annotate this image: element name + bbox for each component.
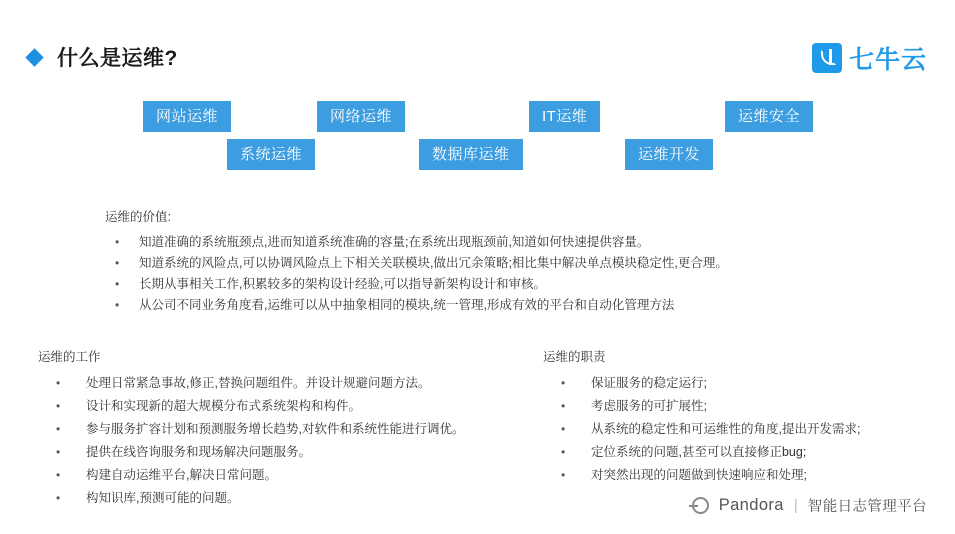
brand-logo (812, 40, 927, 76)
footer (692, 495, 927, 516)
list-item: • 知道准确的系统瓶颈点,进而知道系统准确的容量;在系统出现瓶颈前,知道如何快速提供容量。 (105, 232, 865, 253)
tag-box: IT运维 (529, 101, 600, 132)
list-item: • 构知识库,预测可能的问题。 (38, 487, 508, 510)
footer-tagline: 智能日志管理平台 (807, 499, 927, 515)
tag-box: 数据库运维 (419, 139, 523, 170)
list-item: • 构建自动运维平台,解决日常问题。 (38, 464, 508, 487)
list-item: • 处理日常紧急事故,修正,替换问题组件。并设计规避问题方法。 (38, 372, 508, 395)
diamond-bullet-icon (25, 48, 43, 66)
duty-section-heading: 运维的职责 (543, 350, 606, 364)
value-section-heading: 运维的价值: (105, 210, 171, 224)
duty-section (543, 347, 943, 487)
value-section (105, 207, 865, 316)
tag-box: 系统运维 (227, 139, 315, 170)
page-title (28, 42, 178, 72)
page-title-text: 什么是运维? (57, 47, 178, 70)
value-section-list (105, 232, 865, 316)
qiniu-cloud-logo-icon (812, 43, 842, 73)
list-item: • 提供在线咨询服务和现场解决问题服务。 (38, 441, 508, 464)
list-item: • 从公司不同业务角度看,运维可以从中抽象相同的模块,统一管理,形成有效的平台和自动化管理方法 (105, 295, 865, 316)
list-item: • 知道系统的风险点,可以协调风险点上下相关关联模块,做出冗余策略;相比集中解决单点模块稳定性,更合理。 (105, 253, 865, 274)
footer-divider: | (793, 497, 798, 514)
list-item: • 对突然出现的问题做到快速响应和处理; (543, 464, 943, 487)
tag-box: 网站运维 (143, 101, 231, 132)
pandora-ring-icon (692, 497, 709, 514)
list-item: • 定位系统的问题,甚至可以直接修正bug; (543, 441, 943, 464)
list-item: • 参与服务扩容计划和预测服务增长趋势,对软件和系统性能进行调优。 (38, 418, 508, 441)
tag-box: 网络运维 (317, 101, 405, 132)
tag-box: 运维安全 (725, 101, 813, 132)
work-section-list (38, 372, 508, 510)
footer-brand: Pandora (718, 496, 784, 514)
list-item: • 设计和实现新的超大规模分布式系统架构和构件。 (38, 395, 508, 418)
list-item: • 保证服务的稳定运行; (543, 372, 943, 395)
tag-box: 运维开发 (625, 139, 713, 170)
brand-logo-text: 七牛云 (848, 46, 927, 74)
list-item: • 长期从事相关工作,积累较多的架构设计经验,可以指导新架构设计和审核。 (105, 274, 865, 295)
list-item: • 考虑服务的可扩展性; (543, 395, 943, 418)
duty-section-list (543, 372, 943, 487)
list-item: • 从系统的稳定性和可运维性的角度,提出开发需求; (543, 418, 943, 441)
work-section (38, 347, 508, 510)
work-section-heading: 运维的工作 (38, 350, 101, 364)
